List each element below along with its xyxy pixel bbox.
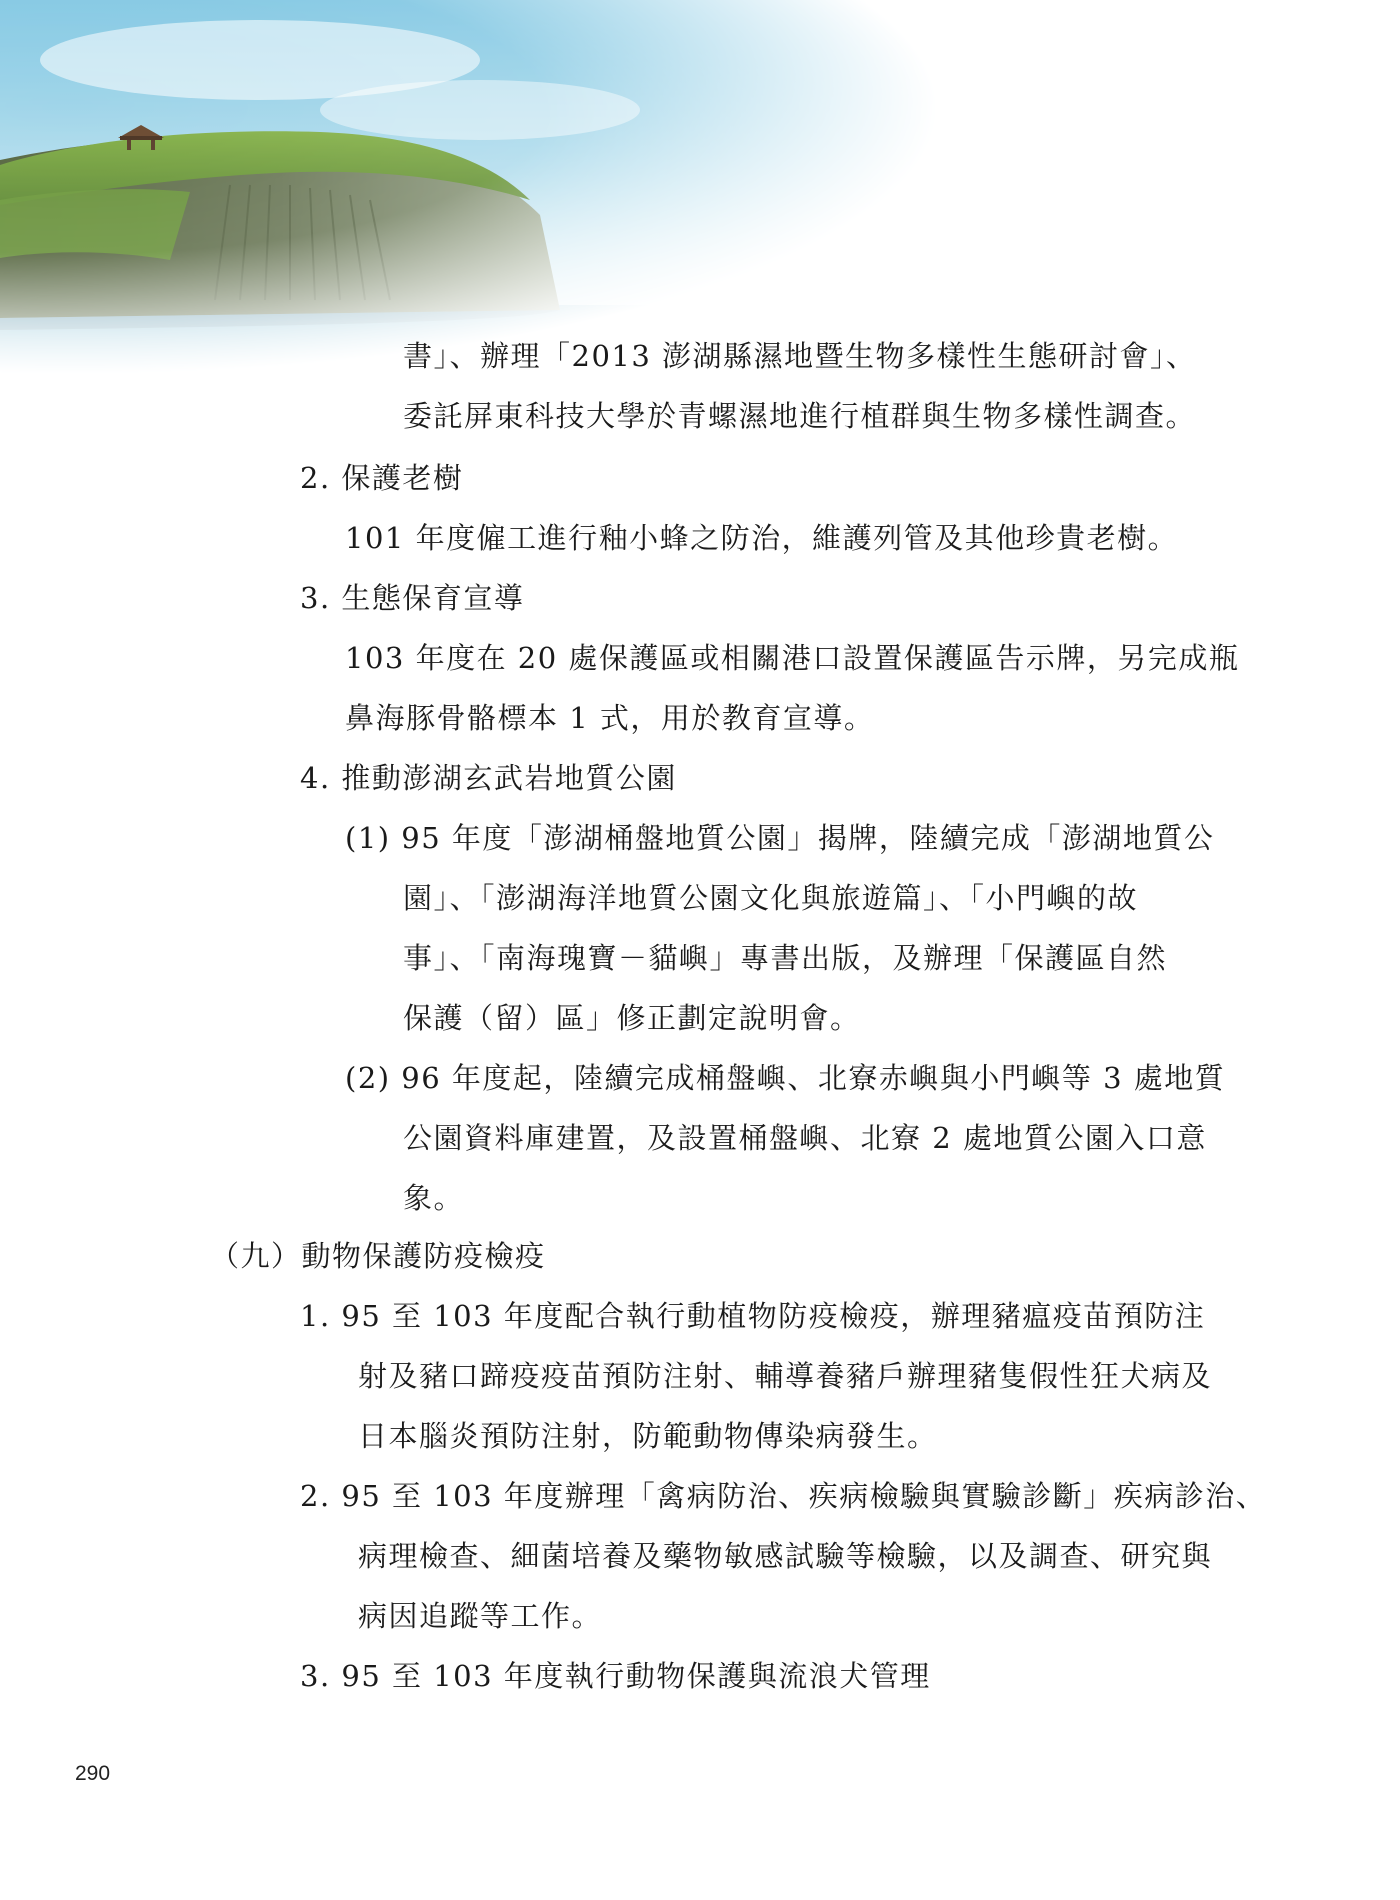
text-line: 射及豬口蹄疫疫苗預防注射、輔導養豬戶辦理豬隻假性狂犬病及 xyxy=(358,1359,1213,1393)
text-line: 103 年度在 20 處保護區或相關港口設置保護區告示牌，另完成瓶 xyxy=(345,641,1240,675)
text-line: 公園資料庫建置，及設置桶盤嶼、北寮 2 處地質公園入口意 xyxy=(403,1121,1207,1155)
sub-list-item: (1) 95 年度「澎湖桶盤地質公園」揭牌，陸續完成「澎湖地質公 xyxy=(345,821,1215,855)
list-item-heading: 3. 生態保育宣導 xyxy=(300,581,525,615)
text-line: 鼻海豚骨骼標本 1 式，用於教育宣導。 xyxy=(345,701,875,735)
list-item: 2. 95 至 103 年度辦理「禽病防治、疾病檢驗與實驗診斷」疾病診治、 xyxy=(300,1479,1267,1513)
list-item: 3. 95 至 103 年度執行動物保護與流浪犬管理 xyxy=(300,1659,931,1693)
text-line: 病因追蹤等工作。 xyxy=(358,1599,603,1633)
text-line: 園」、「澎湖海洋地質公園文化與旅遊篇」、「小門嶼的故 xyxy=(403,881,1139,915)
text-line: 事」、「南海瑰寶－貓嶼」專書出版，及辦理「保護區自然 xyxy=(403,941,1168,975)
text-line: 保護（留）區」修正劃定說明會。 xyxy=(403,1001,861,1035)
list-item: 1. 95 至 103 年度配合執行動植物防疫檢疫，辦理豬瘟疫苗預防注 xyxy=(300,1299,1206,1333)
text-line: 病理檢查、細菌培養及藥物敏感試驗等檢驗，以及調查、研究與 xyxy=(358,1539,1213,1573)
text-line: 象。 xyxy=(403,1181,465,1215)
text-line: 101 年度僱工進行釉小蜂之防治，維護列管及其他珍貴老樹。 xyxy=(345,521,1179,555)
section-heading: （九）動物保護防疫檢疫 xyxy=(210,1239,546,1273)
list-item-heading: 2. 保護老樹 xyxy=(300,461,464,495)
list-item-heading: 4. 推動澎湖玄武岩地質公園 xyxy=(300,761,677,795)
text-line: 委託屏東科技大學於青螺濕地進行植群與生物多樣性調查。 xyxy=(403,399,1197,433)
text-line: 日本腦炎預防注射，防範動物傳染病發生。 xyxy=(358,1419,938,1453)
sub-list-item: (2) 96 年度起，陸續完成桶盤嶼、北寮赤嶼與小門嶼等 3 處地質 xyxy=(345,1061,1226,1095)
text-line: 書」、辦理「2013 澎湖縣濕地暨生物多樣性生態研討會」、 xyxy=(403,339,1197,373)
page-number: 290 xyxy=(75,1762,111,1785)
